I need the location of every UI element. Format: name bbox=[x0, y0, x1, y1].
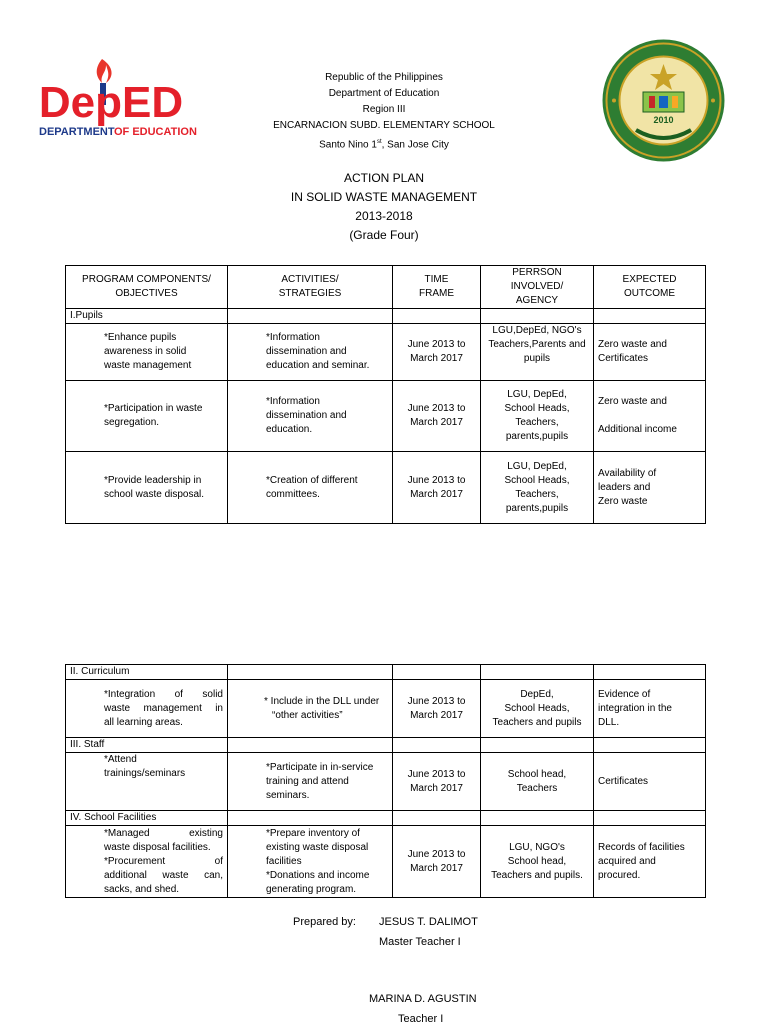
outcome-cell: Certificates bbox=[594, 753, 706, 811]
signatory-2-title: Teacher I bbox=[398, 1013, 444, 1025]
section-row bbox=[66, 811, 706, 826]
objective-cell: *Managed existing waste disposal facilities. *Procurement of additional waste can, sacks, and shed. bbox=[66, 826, 228, 898]
signatory-1-title: Master Teacher I bbox=[379, 936, 461, 948]
signatory-2-name: MARINA D. AGUSTIN bbox=[369, 993, 477, 1005]
header-person-involved: PERRSON INVOLVED/ AGENCY bbox=[481, 266, 594, 309]
objective-cell: *Attend trainings/seminars bbox=[66, 753, 228, 811]
outcome-cell: Evidence of integration in the DLL. bbox=[594, 680, 706, 738]
objective-cell: *Provide leadership in school waste disposal. bbox=[66, 452, 228, 524]
person-cell: School head, Teachers bbox=[481, 753, 594, 811]
table-header-row bbox=[66, 266, 706, 309]
document-grade: (Grade Four) bbox=[349, 228, 419, 242]
action-plan-table-1 bbox=[65, 265, 706, 524]
section-label: I.Pupils bbox=[66, 309, 228, 324]
outcome-cell: Availability of leaders and Zero waste bbox=[594, 452, 706, 524]
time-frame-cell: June 2013 to March 2017 bbox=[393, 753, 481, 811]
header-activities: ACTIVITIES/ STRATEGIES bbox=[228, 266, 393, 309]
person-cell: LGU, NGO's School head, Teachers and pupils. bbox=[481, 826, 594, 898]
deped-logo bbox=[36, 55, 197, 145]
outcome-cell: Zero waste and Certificates bbox=[594, 324, 706, 381]
section-label: II. Curriculum bbox=[66, 665, 228, 680]
action-plan-table-2 bbox=[65, 664, 706, 898]
person-cell: DepEd, School Heads, Teachers and pupils bbox=[481, 680, 594, 738]
table-row bbox=[66, 324, 706, 381]
person-cell: LGU,DepEd, NGO's Teachers,Parents and pupils bbox=[481, 324, 594, 381]
section-label: III. Staff bbox=[66, 738, 228, 753]
prepared-by-label: Prepared by: bbox=[293, 916, 356, 928]
header-line-1: Republic of the Philippines bbox=[325, 72, 443, 83]
signatory-1-name: JESUS T. DALIMOT bbox=[379, 916, 478, 928]
time-frame-cell: June 2013 to March 2017 bbox=[393, 381, 481, 452]
activity-cell: * Include in the DLL under “other activities” bbox=[228, 680, 393, 738]
activity-cell: *Information dissemination and education and seminar. bbox=[228, 324, 393, 381]
person-cell: LGU, DepEd, School Heads, Teachers, parents,pupils bbox=[481, 452, 594, 524]
section-label: IV. School Facilities bbox=[66, 811, 228, 826]
activity-cell: *Participate in in-service training and attend seminars. bbox=[228, 753, 393, 811]
document-years: 2013-2018 bbox=[355, 209, 413, 223]
time-frame-cell: June 2013 to March 2017 bbox=[393, 324, 481, 381]
time-frame-cell: June 2013 to March 2017 bbox=[393, 826, 481, 898]
header-line-2: Department of Education bbox=[328, 88, 440, 99]
outcome-cell: Zero waste and Additional income bbox=[594, 381, 706, 452]
table-row bbox=[66, 680, 706, 738]
header-line-3: Region III bbox=[362, 104, 406, 115]
school-seal bbox=[601, 38, 726, 163]
seal-year: 2010 bbox=[653, 115, 674, 125]
document-subtitle: IN SOLID WASTE MANAGEMENT bbox=[290, 190, 478, 204]
table-row bbox=[66, 381, 706, 452]
objective-cell: *Integration of solid waste management in all learning areas. bbox=[66, 680, 228, 738]
objective-cell: *Participation in waste segregation. bbox=[66, 381, 228, 452]
school-address: Santo Nino 1st, San Jose City bbox=[319, 139, 449, 151]
section-row bbox=[66, 665, 706, 680]
section-row bbox=[66, 738, 706, 753]
table-row bbox=[66, 452, 706, 524]
logo-text: DepED bbox=[38, 78, 184, 127]
header-objectives: PROGRAM COMPONENTS/ OBJECTIVES bbox=[66, 266, 228, 309]
person-cell: LGU, DepEd, School Heads, Teachers, parents,pupils bbox=[481, 381, 594, 452]
logo-subtitle-right: OF EDUCATION bbox=[114, 126, 197, 138]
table-row bbox=[66, 753, 706, 811]
activity-cell: *Information dissemination and education. bbox=[228, 381, 393, 452]
section-row bbox=[66, 309, 706, 324]
table-row bbox=[66, 826, 706, 898]
school-name: ENCARNACION SUBD. ELEMENTARY SCHOOL bbox=[273, 120, 495, 131]
header-expected-outcome: EXPECTED OUTCOME bbox=[594, 266, 706, 309]
logo-subtitle-left: DEPARTMENT bbox=[39, 126, 115, 138]
activity-cell: *Prepare inventory of existing waste disposal facilities *Donations and income generating program. bbox=[228, 826, 393, 898]
letterhead bbox=[200, 70, 568, 153]
document-title-block bbox=[200, 169, 568, 245]
time-frame-cell: June 2013 to March 2017 bbox=[393, 680, 481, 738]
header-time-frame: TIME FRAME bbox=[393, 266, 481, 309]
outcome-cell: Records of facilities acquired and procured. bbox=[594, 826, 706, 898]
time-frame-cell: June 2013 to March 2017 bbox=[393, 452, 481, 524]
activity-cell: *Creation of different committees. bbox=[228, 452, 393, 524]
document-title: ACTION PLAN bbox=[343, 171, 424, 185]
objective-cell: *Enhance pupils awareness in solid waste management bbox=[66, 324, 228, 381]
